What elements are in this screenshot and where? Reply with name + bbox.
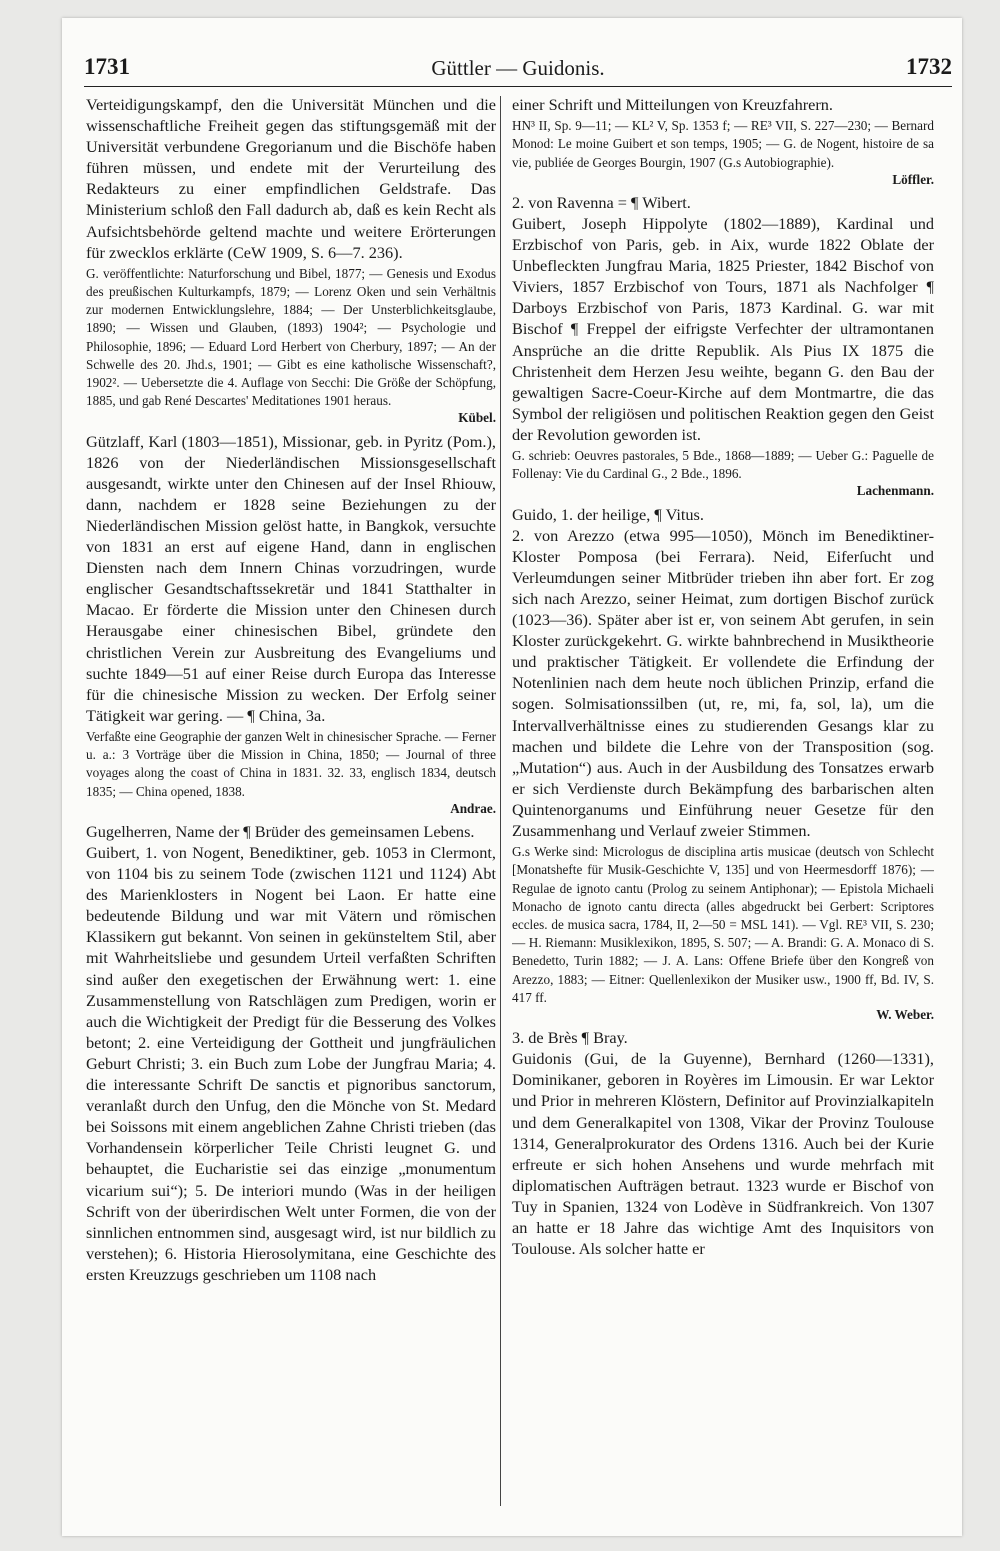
entry-guido-heilige: Guido, 1. der heilige, ¶ Vitus. — [512, 504, 704, 524]
entry-gugelherren: Gugelherren, Name der ¶ Brüder des gemeinsamen Lebens. — [86, 821, 475, 841]
page-number-right: 1732 — [906, 54, 952, 79]
right-column — [512, 94, 934, 1514]
left-column — [86, 94, 496, 1514]
bibliography-guibert-hippolyte: G. schrieb: Oeuvres pastorales, 5 Bde., 1868—1889; — Ueber G.: Paguelle de Follenay: Vie du Cardinal G., 2 Bde., 1896. — [512, 448, 934, 482]
paragraph-continuation: einer Schrift und Mitteilungen von Kreuzfahrern. — [512, 95, 833, 114]
running-title: Güttler — Guidonis. — [431, 56, 605, 80]
entry-guetzlaff: Gützlaff, Karl (1803—1851), Missionar, geb. in Pyritz (Pom.), 1826 von der Niederländischen Missionsgesellschaft ausgesandt, wirkte unter den Chinesen auf der Insel Rhiouw, dann, nachdem er 1828 seine Beziehungen zu der Niederländischen Mission gelöst hatte, in Bangkok, versuchte von 1831 an erst auf eigene Hand, dann in englischen Diensten nach dem Innern Chinas vorzudringen, wurde englischer Gesandtschaftssekretär und 1841 Statthalter in Macao. Er förderte die Mission unter den Chinesen durch Herausgabe einer chinesischen Bibel, gründete den christlichen Verein zur Ausbreitung des Evangeliums und suchte 1849—51 auf einer Reise durch Europa das Interesse für die chinesische Mission zu wecken. Der Erfolg seiner Tätigkeit war gering. — ¶ China, 3a. — [86, 431, 496, 725]
entry-guidonis: Guidonis (Gui, de la Guyenne), Bernhard (1260—1331), Dominikaner, geboren in Royères im Limousin. Er war Lektor und Prior in mehreren Klöstern, Definitor auf Provinzialkapiteln und dem Generalkapitel von 1308, Vikar der Provinz Toulouse 1314, Generalprokurator des Ordens 1316. Auch bei der Kurie erfreute er sich hohen Ansehens und wurde mehrfach mit diplomatischen Aufträgen betraut. 1323 wurde er Bischof von Tuy in Spanien, 1324 von Lodève in Südfrankreich. Von 1307 an hatte er 18 Jahre das wichtige Amt des Inquisitors von Toulouse. Als solcher hatte er — [512, 1049, 934, 1259]
header-rule — [84, 86, 952, 87]
bibliography-guetzlaff: Verfaßte eine Geographie der ganzen Welt in chinesischer Sprache. — Ferner u. a.: 3 Vorträge über die Mission in China, 1850; — Journal of three voyages along the coast of China in 1831. 32. 33, englisch 1834, deutsch 1835; — China opened, 1838. — [86, 728, 496, 799]
page-number-left: 1731 — [84, 54, 130, 79]
column-divider — [500, 96, 501, 1506]
page-header — [84, 50, 952, 88]
author-signature-loeffler: Löffler. — [892, 171, 934, 187]
entry-guibert-nogent: Guibert, 1. von Nogent, Benediktiner, geb. 1053 in Clermont, von 1104 bis zu seinem Tode (zwischen 1121 und 1124) Abt des Marienklosters in Nogent bei Laon. Er hatte eine bedeutende Bildung und war mit Vätern und römischen Klassikern gut bekannt. Von seinen in gekünsteltem Stil, aber mit Wahrheitsliebe und gesundem Urteil verfaßten Schriften sind außer den exegetischen der Erwähnung wert: 1. eine Zusammenstellung von Ratschlägen zum Predigen, worin er auch die Wichtigkeit der Predigt für die Besserung des Volkes betont; 2. eine Verteidigung der Gottheit und jungfräulichen Geburt Christi; 3. ein Buch zum Lobe der Jungfrau Maria; 4. die interessante Schrift De sanctis et pignoribus sanctorum, veranlaßt durch den Unfug, den die Mönche von St. Medard bei Soissons mit einem angeblichen Zahne Christi trieben (das Vorhandensein körperlicher Teile Christi leugnet G. und behauptet, die Eucharistie sei das einzige „monumentum vicarium sui“); 5. De interiori mundo (Was in der heiligen Schrift von der überirdischen Welt unter Formen, die von der sinnlichen entnommen sind, ausgesagt wird, ist nur bildlich zu verstehen); 6. Historia Hierosolymitana, eine Geschichte des ersten Kreuzzugs geschrieben um 1108 nach — [86, 843, 496, 1284]
author-signature-kuebel: Kübel. — [458, 410, 496, 426]
entry-guido-arezzo: 2. von Arezzo (etwa 995—1050), Mönch im Benediktiner-Kloster Pomposa (bei Ferrara). Neid, Eiferſucht und Verleumdungen seiner Mitbrüder trieben ihn aber fort. Er zog sich nach Arezzo, seiner Heimat, zum dortigen Bischof zurück (1023—36). Später aber ist er, von seinem Abt gerufen, in sein Kloster zurückgekehrt. G. wirkte bahnbrechend in Musiktheorie und praktischer Tätigkeit. Er vollendete die Erfindung der Notenlinien nach dem heute noch üblichen Prinzip, erfand die sogen. Solmisationssilben (ut, re, mi, fa, sol, la), um die Intervallverhältnisse eines zu studierenden Gesangs klar zu machen und bildete die Lehre von der Transposition (sog. „Mutation“) aus. Auch in der Ausbildung des Tonsatzes erwarb er sich Verdienste durch Bekämpfung des barbarischen alten Quintenorganums und Einführung neuer Gesetze für den Zusammenhang und Verlauf zweier Stimmen. — [512, 525, 934, 841]
bibliography-guido-arezzo: G.s Werke sind: Micrologus de disciplina artis musicae (deutsch von Schlecht [Monatshefte für Musik-Geschichte V, 135] und von Heermesdorff 1876); — Regulae de ignoto cantu (Prolog zu seinem Antiphonar); — Epistola Michaeli Monacho de ignoto cantu directa (alles abgedruckt bei Gerbert: Scriptores eccles. de musica sacra, 1784, II, 2—50 = MSL 141). — Vgl. RE³ VII, S. 230; — H. Riemann: Musiklexikon, 1895, S. 507; — A. Brandi: G. A. Monaco di S. Benedetto, Turin 1882; — J. A. Lans: Offene Briefe über den Kongreß von Arezzo, 1883; — Eitner: Quellenlexikon der Musiker usw., 1900 ff, Bd. IV, S. 417 ff. — [512, 844, 934, 1005]
author-signature-lachenmann: Lachenmann. — [856, 483, 934, 499]
paragraph-verteidigungskampf: Verteidigungskampf, den die Universität München und die wissenschaftliche Freiheit gegen das stiftungsgemäß mit der Universität verbundene Gregorianum und die Bischöfe haben führen müssen, und endete mit der Verurteilung des Redakteurs zu einer empfindlichen Geldstrafe. Das Ministerium schloß den Fall dadurch ab, daß es kein Recht als Aufsichtsbehörde geltend machte und weitere Erörterungen für zwecklos erklärte (CeW 1909, S. 6—7. 236). — [86, 95, 496, 262]
entry-guibert-ravenna: 2. von Ravenna = ¶ Wibert. — [512, 192, 691, 212]
bibliography-guettler: G. veröffentlichte: Naturforschung und Bibel, 1877; — Genesis und Exodus des preußischen Kulturkampfs, 1879; — Lorenz Oken und sein Verhältnis zur modernen Entwicklungslehre, 1884; — Der Unsterblichkeitsglaube, 1890; — Wissen und Glauben, (1893) 1904²; — Psychologie und Philosophie, 1896; — Eduard Lord Herbert von Cherbury, 1897; — An der Schwelle des 20. Jhd.s, 1901; — Gibt es eine katholische Wissenschaft?, 1902². — Uebersetzte die 4. Auflage von Secchi: Die Größe der Schöpfung, 1885, und gab René Descartes' Meditationes 1901 heraus. — [86, 265, 496, 409]
entry-guibert-hippolyte: Guibert, Joseph Hippolyte (1802—1889), Kardinal und Erzbischof von Paris, geb. in Aix, wurde 1822 Oblate der Unbefleckten Jungfrau Maria, 1825 Priester, 1842 Bischof von Viviers, 1857 Erzbischof von Tours, 1871 als Nachfolger ¶ Darboys Erzbischof von Paris, 1873 Kardinal. G. war mit Bischof ¶ Freppel der eifrigste Verfechter der ultramontanen Ansprüche an die dritte Republik. Als Pius IX 1875 die Christenheit dem Herzen Jesu weihte, begann G. den Bau der gewaltigen Sacre-Coeur-Kirche auf dem Montmartre, die das Symbol der religiösen und politischen Reaktion gegen den Geist der Revolution geworden ist. — [512, 214, 934, 444]
bibliography-guibert-nogent: HN³ II, Sp. 9—11; — KL² V, Sp. 1353 f; — RE³ VII, S. 227—230; — Bernard Monod: Le moine Guibert et son temps, 1905; — G. de Nogent, histoire de sa vie, publiée de Georges Bourgin, 1907 (G.s Autobiographie). — [512, 118, 934, 170]
entry-guido-bres: 3. de Brès ¶ Bray. — [512, 1028, 628, 1048]
author-signature-weber: W. Weber. — [876, 1006, 934, 1022]
author-signature-andrae: Andrae. — [450, 800, 496, 816]
